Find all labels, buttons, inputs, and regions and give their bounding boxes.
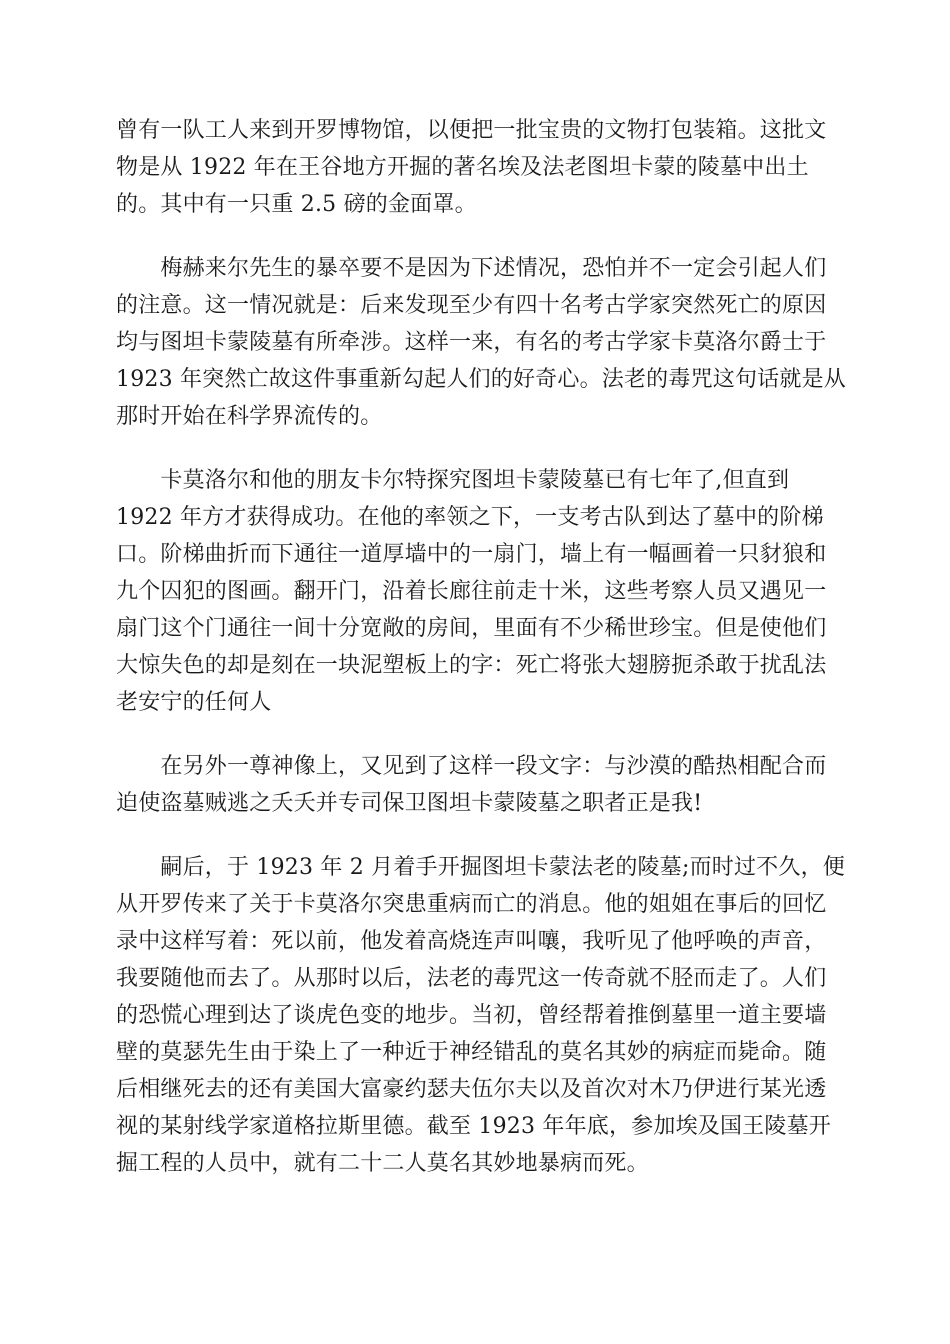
- text-line: 壁的莫瑟先生由于染上了一种近于神经错乱的莫名其妙的病症而毙命。随: [116, 1040, 827, 1065]
- text-line: 那时开始在科学界流传的。: [116, 404, 383, 429]
- text-line: 录中这样写着：死以前，他发着高烧连声叫嚷，我听见了他呼唤的声音，: [116, 929, 827, 954]
- text-line: 均与图坦卡蒙陵墓有所牵涉。这样一来，有名的考古学家卡莫洛尔爵士于: [116, 330, 827, 355]
- text-line: 视的某射线学家道格拉斯里德。截至 1923 年年底，参加埃及国王陵墓开: [116, 1114, 831, 1139]
- paragraph-2: [116, 250, 846, 435]
- paragraph-spacer: [116, 721, 838, 748]
- paragraph-4: [116, 748, 838, 822]
- text-line: 嗣后，于 1923 年 2 月着手开掘图坦卡蒙法老的陵墓;而时过不久，便: [116, 855, 845, 880]
- text-line: 物是从 1922 年在王谷地方开掘的著名埃及法老图坦卡蒙的陵墓中出土: [116, 155, 809, 180]
- text-line: 卡莫洛尔和他的朋友卡尔特探究图坦卡蒙陵墓已有七年了,但直到: [116, 468, 790, 493]
- text-line: 的。其中有一只重 2.5 磅的金面罩。: [116, 192, 477, 217]
- text-line: 扇门这个门通往一间十分宽敞的房间，里面有不少稀世珍宝。但是使他们: [116, 616, 827, 641]
- text-line: 口。阶梯曲折而下通往一道厚墙中的一扇门，墙上有一幅画着一只豺狼和: [116, 542, 827, 567]
- text-line: 迫使盗墓贼逃之夭夭并专司保卫图坦卡蒙陵墓之职者正是我!: [116, 791, 703, 816]
- paragraph-spacer: [116, 435, 838, 462]
- document-body: [116, 112, 846, 1182]
- text-line: 老安宁的任何人: [116, 690, 272, 715]
- text-line: 曾有一队工人来到开罗博物馆，以便把一批宝贵的文物打包装箱。这批文: [116, 118, 827, 143]
- text-line: 后相继死去的还有美国大富豪约瑟夫伍尔夫以及首次对木乃伊进行某光透: [116, 1077, 827, 1102]
- paragraph-5: [116, 849, 845, 1182]
- text-line: 梅赫来尔先生的暴卒要不是因为下述情况，恐怕并不一定会引起人们: [116, 256, 827, 281]
- text-line: 1923 年突然亡故这件事重新勾起人们的好奇心。法老的毒咒这句话就是从: [116, 367, 846, 392]
- text-line: 九个囚犯的图画。翻开门，沿着长廊往前走十米，这些考察人员又遇见一: [116, 579, 827, 604]
- text-line: 我要随他而去了。从那时以后，法老的毒咒这一传奇就不胫而走了。人们: [116, 966, 827, 991]
- text-line: 掘工程的人员中，就有二十二人莫名其妙地暴病而死。: [116, 1151, 649, 1176]
- text-line: 的恐慌心理到达了谈虎色变的地步。当初，曾经帮着推倒墓里一道主要墙: [116, 1003, 827, 1028]
- text-line: 大惊失色的却是刻在一块泥塑板上的字：死亡将张大翅膀扼杀敢于扰乱法: [116, 653, 827, 678]
- paragraph-spacer: [116, 822, 838, 849]
- text-line: 1922 年方才获得成功。在他的率领之下，一支考古队到达了墓中的阶梯: [116, 505, 824, 530]
- paragraph-spacer: [116, 223, 838, 250]
- text-line: 在另外一尊神像上，又见到了这样一段文字：与沙漠的酷热相配合而: [116, 754, 827, 779]
- text-line: 的注意。这一情况就是：后来发现至少有四十名考古学家突然死亡的原因: [116, 293, 827, 318]
- paragraph-1: [116, 112, 838, 223]
- paragraph-3: [116, 462, 838, 721]
- text-line: 从开罗传来了关于卡莫洛尔突患重病而亡的消息。他的姐姐在事后的回忆: [116, 892, 827, 917]
